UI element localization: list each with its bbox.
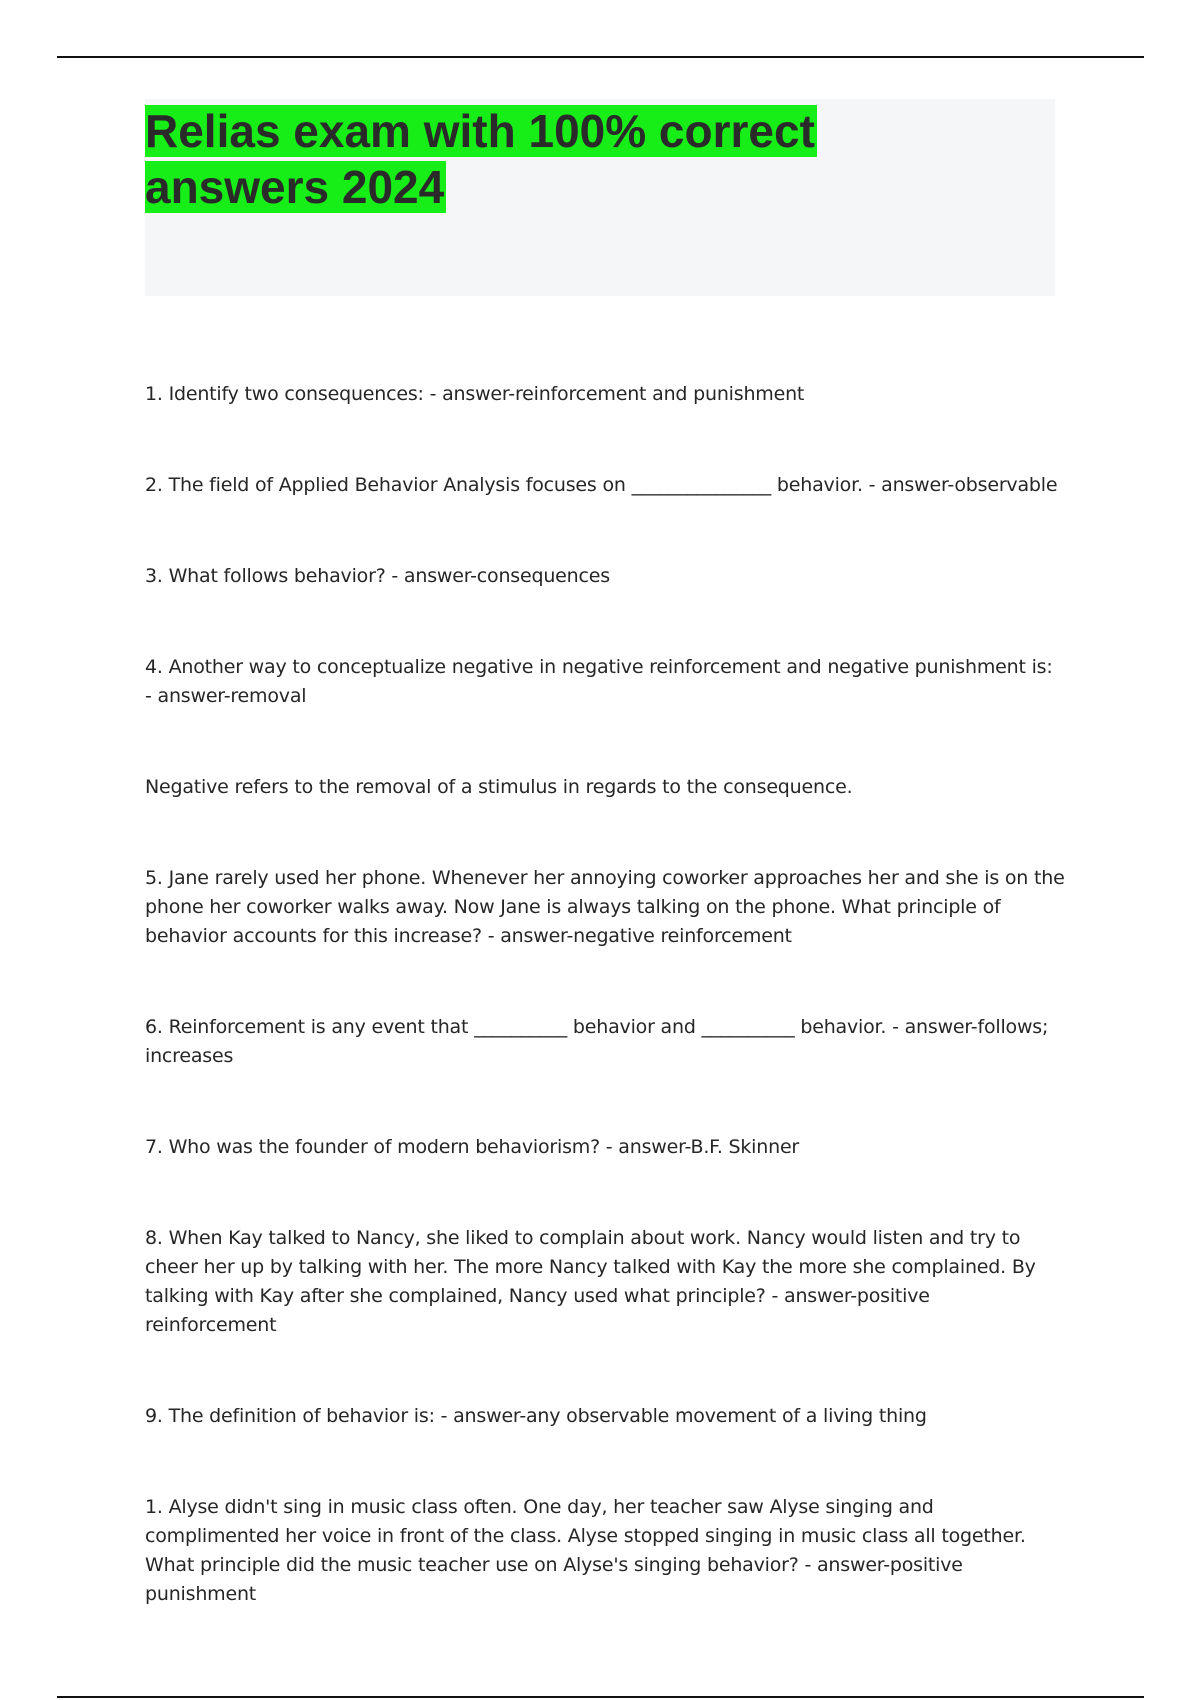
question-item: 7. Who was the founder of modern behaviorism? - answer-B.F. Skinner <box>145 1136 800 1158</box>
question-item: 2. The field of Applied Behavior Analysis focuses on _______________ behavior. - answer-observable <box>145 474 1058 496</box>
question-item: 5. Jane rarely used her phone. Whenever her annoying coworker approaches her and she is on the phone her coworker walks away. Now Jane is always talking on the phone. What principle of behavior accounts for this increase? - answer-negative reinforcement <box>145 867 1065 947</box>
question-item: 3. What follows behavior? - answer-consequences <box>145 565 610 587</box>
title-highlight: Relias exam with 100% correct answers 2024 <box>145 105 815 213</box>
question-item: 8. When Kay talked to Nancy, she liked to complain about work. Nancy would listen and try to cheer her up by talking with her. The more Nancy talked with Kay the more she complained. By talking with Kay after she complained, Nancy used what principle? - answer-positive reinforcement <box>145 1227 1036 1336</box>
question-item: 1. Alyse didn't sing in music class often. One day, her teacher saw Alyse singing and complimented her voice in front of the class. Alyse stopped singing in music class all together. What principle did the music teacher use on Alyse's singing behavior? - answer-positive punishment <box>145 1496 1026 1605</box>
top-rule <box>57 56 1144 58</box>
question-item: 1. Identify two consequences: - answer-reinforcement and punishment <box>145 383 805 405</box>
question-item: 6. Reinforcement is any event that __________ behavior and __________ behavior. - answer-follows; increases <box>145 1016 1049 1067</box>
explanation-note: Negative refers to the removal of a stimulus in regards to the consequence. <box>145 776 853 798</box>
title-box <box>145 99 1055 296</box>
bottom-rule <box>57 1696 1144 1698</box>
document-title <box>145 99 885 215</box>
question-item: 9. The definition of behavior is: - answer-any observable movement of a living thing <box>145 1405 927 1427</box>
question-list <box>145 380 1065 1609</box>
question-item: 4. Another way to conceptualize negative in negative reinforcement and negative punishment is: - answer-removal <box>145 656 1053 707</box>
